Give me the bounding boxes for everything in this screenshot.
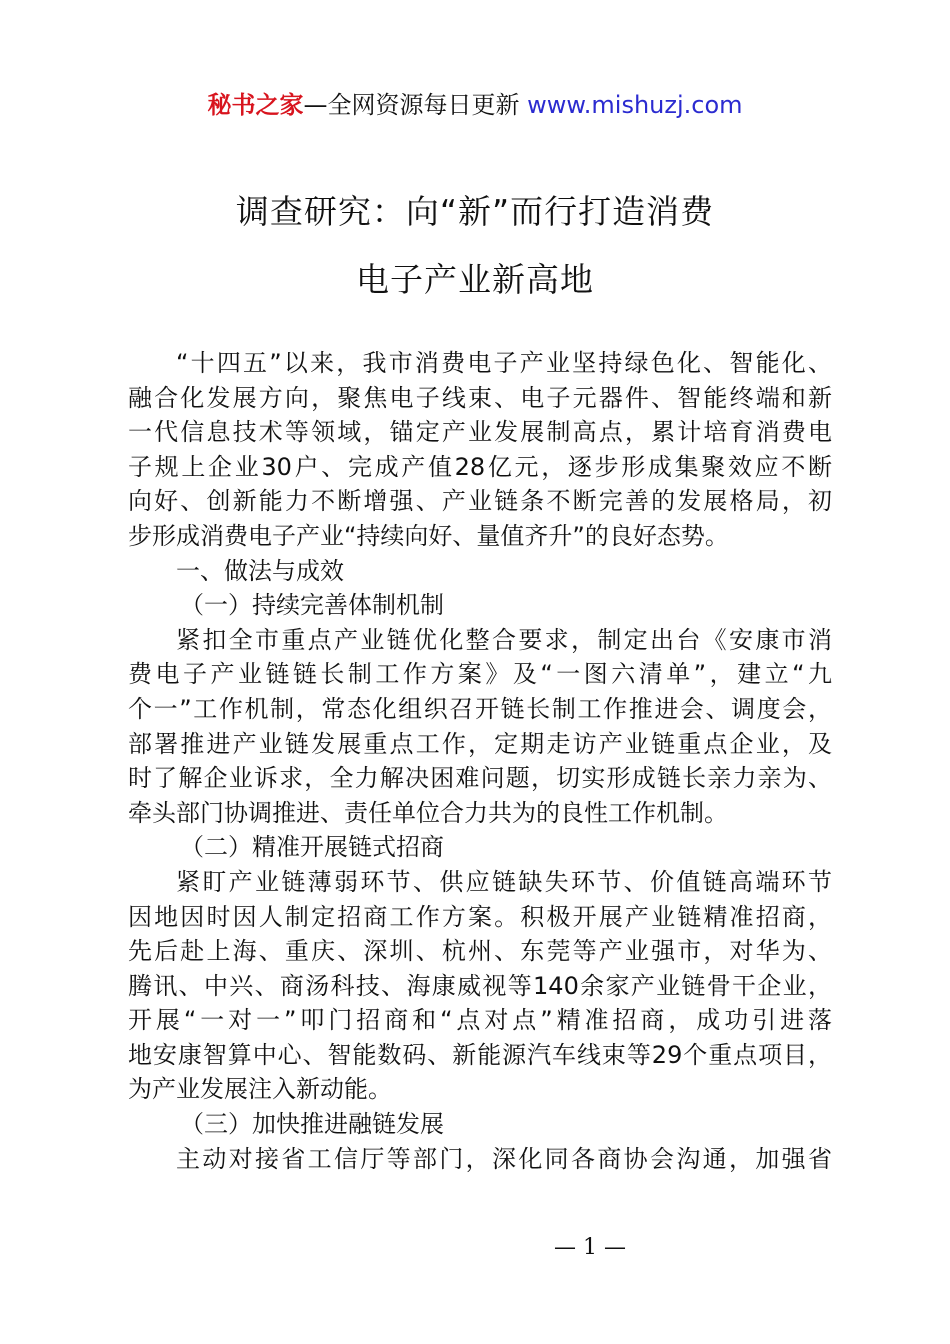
page-number: — 1 — [554, 1235, 626, 1260]
body-line: 个一”工作机制，常态化组织召开链长制工作推进会、调度会， [128, 694, 832, 723]
site-banner [0, 88, 950, 122]
document-body [128, 346, 832, 1176]
subsection-heading: （一）持续完善体制机制 [180, 591, 444, 620]
body-line: 开展“一对一”叩门招商和“点对点”精准招商，成功引进落 [128, 1006, 832, 1035]
body-line: 部署推进产业链发展重点工作，定期走访产业链重点企业，及 [128, 729, 832, 758]
body-line: 紧盯产业链薄弱环节、供应链缺失环节、价值链高端环节 [176, 867, 832, 896]
body-line: 向好、创新能力不断增强、产业链条不断完善的发展格局，初 [128, 487, 832, 516]
section-heading: 一、做法与成效 [176, 556, 344, 585]
body-line: 融合化发展方向，聚焦电子线束、电子元器件、智能终端和新 [128, 383, 832, 412]
body-line: “十四五”以来，我市消费电子产业坚持绿色化、智能化、 [176, 349, 832, 377]
body-line: 为产业发展注入新动能。 [128, 1075, 392, 1104]
body-line: 子规上企业30户、完成产值28亿元，逐步形成集聚效应不断 [128, 452, 832, 481]
body-line: 时了解企业诉求，全力解决困难问题，切实形成链长亲力亲为、 [128, 764, 832, 793]
body-line: 一代信息技术等领域，锚定产业发展制高点，累计培育消费电 [128, 418, 832, 447]
banner-tagline: —全网资源每日更新 [303, 91, 520, 119]
body-line: 紧扣全市重点产业链优化整合要求，制定出台《安康市消 [176, 625, 832, 654]
body-line: 步形成消费电子产业“持续向好、量值齐升”的良好态势。 [128, 521, 729, 550]
body-line: 费电子产业链链长制工作方案》及“一图六清单”，建立“九 [128, 660, 832, 689]
body-line: 主动对接省工信厅等部门，深化同各商协会沟通，加强省 [176, 1144, 832, 1173]
body-line: 地安康智算中心、智能数码、新能源汽车线束等29个重点项目， [128, 1040, 832, 1069]
body-line: 因地因时因人制定招商工作方案。积极开展产业链精准招商， [128, 902, 832, 931]
body-line: 牵头部门协调推进、责任单位合力共为的良性工作机制。 [128, 798, 728, 827]
body-line: 腾讯、中兴、商汤科技、海康威视等140余家产业链骨干企业， [128, 971, 832, 1000]
subsection-heading: （二）精准开展链式招商 [180, 833, 444, 862]
document-title-line-2: 电子产业新高地 [356, 260, 594, 299]
document-title-line-1: 调查研究：向“新”而行打造消费 [235, 192, 715, 231]
body-line: 先后赴上海、重庆、深圳、杭州、东莞等产业强市，对华为、 [128, 937, 832, 966]
site-url-link[interactable]: www.mishuzj.com [527, 91, 743, 119]
brand-name: 秘书之家 [207, 91, 304, 119]
subsection-heading: （三）加快推进融链发展 [180, 1110, 444, 1139]
